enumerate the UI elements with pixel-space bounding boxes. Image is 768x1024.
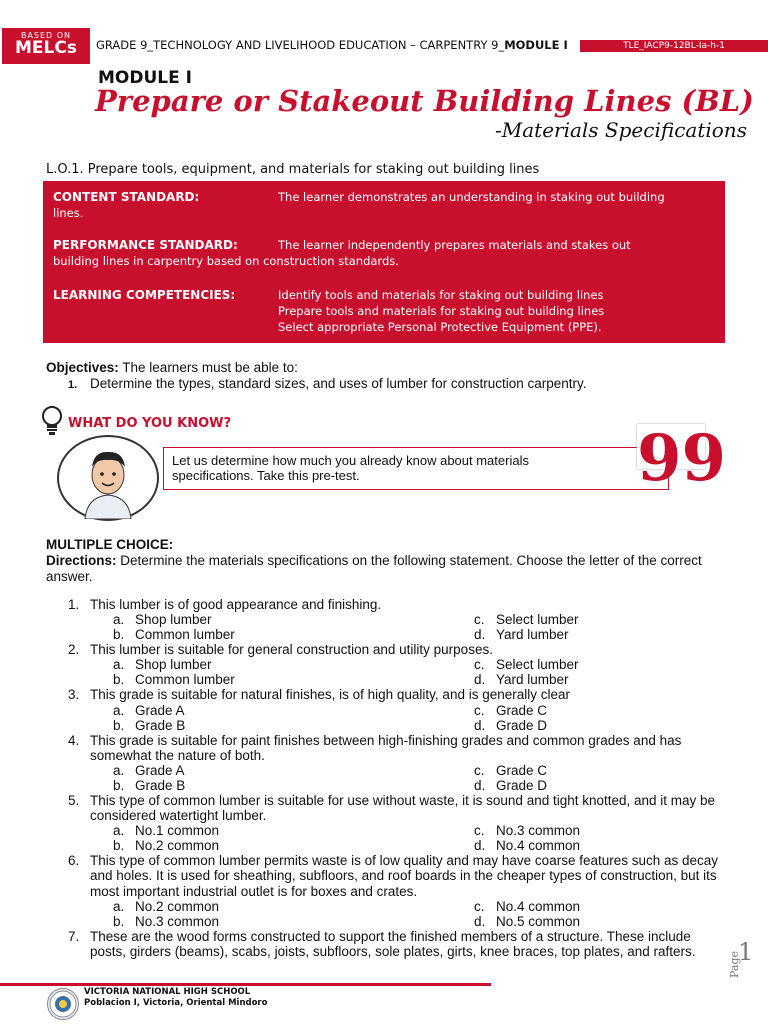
footer-divider: [0, 983, 491, 986]
objective-number: 1.: [68, 379, 78, 391]
choice-d[interactable]: [474, 627, 569, 642]
page-number: 1: [738, 938, 754, 966]
objectives-label: Objectives:: [46, 360, 119, 375]
choice-letter: b.: [113, 778, 125, 793]
quote-icon: 99: [637, 421, 727, 496]
school-seal-icon: [48, 989, 78, 1019]
choice-c[interactable]: [474, 657, 579, 672]
choice-letter: d.: [474, 627, 486, 642]
badge-main-text: MELCs: [15, 38, 77, 58]
choice-text: Grade A: [135, 763, 185, 778]
choice-text: Select lumber: [496, 657, 579, 672]
question-number: 5.: [68, 793, 80, 808]
what-do-you-know-heading: WHAT DO YOU KNOW?: [68, 416, 232, 431]
choice-b[interactable]: [113, 914, 219, 929]
choice-d[interactable]: [474, 838, 580, 853]
competency-code: TLE_IACP9-12BL-Ia-h-1: [580, 40, 768, 52]
choice-letter: a.: [113, 657, 125, 672]
choice-b[interactable]: [113, 778, 185, 793]
choice-letter: c.: [474, 899, 485, 914]
choice-letter: b.: [113, 718, 125, 733]
choice-a[interactable]: [113, 823, 219, 838]
choice-letter: c.: [474, 612, 485, 627]
choice-text: Grade D: [496, 718, 548, 733]
learning-competencies-label: LEARNING COMPETENCIES:: [53, 288, 236, 302]
main-title: Prepare or Stakeout Building Lines (BL): [95, 84, 754, 118]
learning-objective: L.O.1. Prepare tools, equipment, and materials for staking out building lines: [46, 162, 540, 177]
choice-d[interactable]: [474, 672, 569, 687]
module-label: MODULE I: [98, 68, 192, 88]
choice-text: Common lumber: [135, 672, 235, 687]
choice-letter: a.: [113, 703, 125, 718]
competency-item: Identify tools and materials for staking out building lines: [278, 288, 604, 302]
choice-letter: a.: [113, 899, 125, 914]
performance-standard-label: PERFORMANCE STANDARD:: [53, 238, 238, 252]
choice-letter: c.: [474, 823, 485, 838]
question-number: 1.: [68, 597, 80, 612]
question-text: This lumber is suitable for general construction and utility purposes.: [90, 642, 493, 657]
choice-letter: a.: [113, 612, 125, 627]
header-title-text: GRADE 9_TECHNOLOGY AND LIVELIHOOD EDUCATION – CARPENTRY 9_: [96, 38, 505, 52]
directions-label: Directions:: [46, 553, 117, 568]
choice-text: No.2 common: [135, 899, 220, 914]
choice-letter: b.: [113, 914, 125, 929]
choice-letter: c.: [474, 703, 485, 718]
question-text: This type of common lumber is suitable for use without waste, it is sound and tight knotted, and it may be considered watertight lumber.: [90, 793, 716, 824]
choice-b[interactable]: [113, 627, 235, 642]
choice-c[interactable]: [474, 612, 579, 627]
choice-text: Grade D: [496, 778, 548, 793]
page-mark: [728, 938, 758, 988]
choice-a[interactable]: [113, 703, 185, 718]
choice-a[interactable]: [113, 899, 219, 914]
question-text: This type of common lumber permits waste is of low quality and may have coarse features such as decay and holes. It is used for sheathing, subfloors, and roof boards in the cheaper types of construction, but its most important industrial outlet is for boxes and crates.: [90, 853, 719, 899]
speech-line-1: Let us determine how much you already know about materials: [172, 453, 529, 468]
badge-top-text: BASED ON: [20, 31, 72, 40]
speech-box: [163, 447, 669, 490]
choice-letter: b.: [113, 627, 125, 642]
choice-text: Yard lumber: [496, 672, 569, 687]
choice-text: No.5 common: [496, 914, 581, 929]
header-title: [96, 38, 568, 52]
objective-item: [68, 376, 587, 391]
question-number: 2.: [68, 642, 80, 657]
choice-b[interactable]: [113, 838, 219, 853]
content-standard-text: The learner demonstrates an understanding in staking out building: [278, 190, 665, 204]
choice-letter: d.: [474, 718, 486, 733]
competency-item: Prepare tools and materials for staking out building lines: [278, 304, 605, 318]
objectives-intro: The learners must be able to:: [118, 360, 298, 375]
directions-text: Determine the materials specifications on the following statement. Choose the letter of the correct answer.: [46, 553, 702, 584]
performance-standard-text: The learner independently prepares materials and stakes out: [278, 238, 631, 252]
choice-letter: d.: [474, 914, 486, 929]
choice-c[interactable]: [474, 763, 547, 778]
speech-line-2: specifications. Take this pre-test.: [172, 468, 360, 483]
choice-c[interactable]: [474, 899, 580, 914]
choice-letter: a.: [113, 823, 125, 838]
choice-letter: c.: [474, 657, 485, 672]
school-name: VICTORIA NATIONAL HIGH SCHOOL: [84, 987, 251, 997]
multiple-choice-heading: MULTIPLE CHOICE:: [46, 537, 174, 552]
choice-letter: d.: [474, 838, 486, 853]
page-label: Page: [728, 950, 741, 978]
choice-text: No.3 common: [496, 823, 581, 838]
choice-text: Yard lumber: [496, 627, 569, 642]
choice-d[interactable]: [474, 914, 580, 929]
choice-letter: b.: [113, 838, 125, 853]
school-logo-icon: [47, 988, 79, 1020]
choice-text: Shop lumber: [135, 657, 212, 672]
question-text: This lumber is of good appearance and finishing.: [90, 597, 382, 612]
choice-d[interactable]: [474, 778, 547, 793]
lightbulb-icon: [38, 404, 66, 438]
question-number: 4.: [68, 733, 80, 748]
teacher-avatar-icon: [59, 437, 157, 519]
objectives: [46, 360, 298, 375]
choice-text: Common lumber: [135, 627, 235, 642]
choice-c[interactable]: [474, 703, 547, 718]
question-number: 6.: [68, 853, 80, 868]
choice-text: Grade B: [135, 778, 186, 793]
sub-title: -Materials Specifications: [495, 118, 747, 142]
school-info: [84, 987, 267, 1009]
school-address: Poblacion I, Victoria, Oriental Mindoro: [84, 998, 268, 1008]
choice-d[interactable]: [474, 718, 547, 733]
choice-text: No.2 common: [135, 838, 220, 853]
choice-a[interactable]: [113, 657, 212, 672]
choice-letter: b.: [113, 672, 125, 687]
choice-text: Grade C: [496, 703, 548, 718]
question-number: 7.: [68, 929, 80, 944]
choice-b[interactable]: [113, 672, 235, 687]
choice-c[interactable]: [474, 823, 580, 838]
objective-text: Determine the types, standard sizes, and uses of lumber for construction carpentry.: [90, 376, 587, 391]
choice-text: No.1 common: [135, 823, 220, 838]
choice-text: Grade C: [496, 763, 548, 778]
choice-a[interactable]: [113, 763, 185, 778]
melcs-badge: [2, 28, 90, 64]
content-standard-text-cont: lines.: [53, 206, 84, 220]
choice-text: Select lumber: [496, 612, 579, 627]
choice-text: Grade B: [135, 718, 186, 733]
choice-letter: d.: [474, 672, 486, 687]
question-number: 3.: [68, 687, 80, 702]
choice-text: No.4 common: [496, 899, 581, 914]
header-title-bold: MODULE I: [504, 38, 568, 52]
content-standard-label: CONTENT STANDARD:: [53, 190, 200, 204]
choice-text: Grade A: [135, 703, 185, 718]
choice-text: Shop lumber: [135, 612, 212, 627]
choice-text: No.3 common: [135, 914, 220, 929]
choice-letter: d.: [474, 778, 486, 793]
choice-letter: c.: [474, 763, 485, 778]
choice-text: No.4 common: [496, 838, 581, 853]
question-text: This grade is suitable for natural finishes, is of high quality, and is generally clear: [90, 687, 571, 702]
choice-letter: a.: [113, 763, 125, 778]
competency-item: Select appropriate Personal Protective Equipment (PPE).: [278, 320, 602, 334]
directions: [46, 553, 736, 584]
question-text: This grade is suitable for paint finishes between high-finishing grades and common grades and has somewhat the nature of both.: [90, 733, 682, 764]
question-text: These are the wood forms constructed to support the finished members of a structure. These include posts, girders (beams), scabs, joists, subfloors, sole plates, girts, knee braces, top plates, and rafters.: [90, 929, 696, 960]
performance-standard-text-cont: building lines in carpentry based on construction standards.: [53, 254, 399, 268]
standards-box: [43, 181, 725, 343]
choice-a[interactable]: [113, 612, 212, 627]
avatar: [57, 435, 159, 521]
choice-b[interactable]: [113, 718, 185, 733]
